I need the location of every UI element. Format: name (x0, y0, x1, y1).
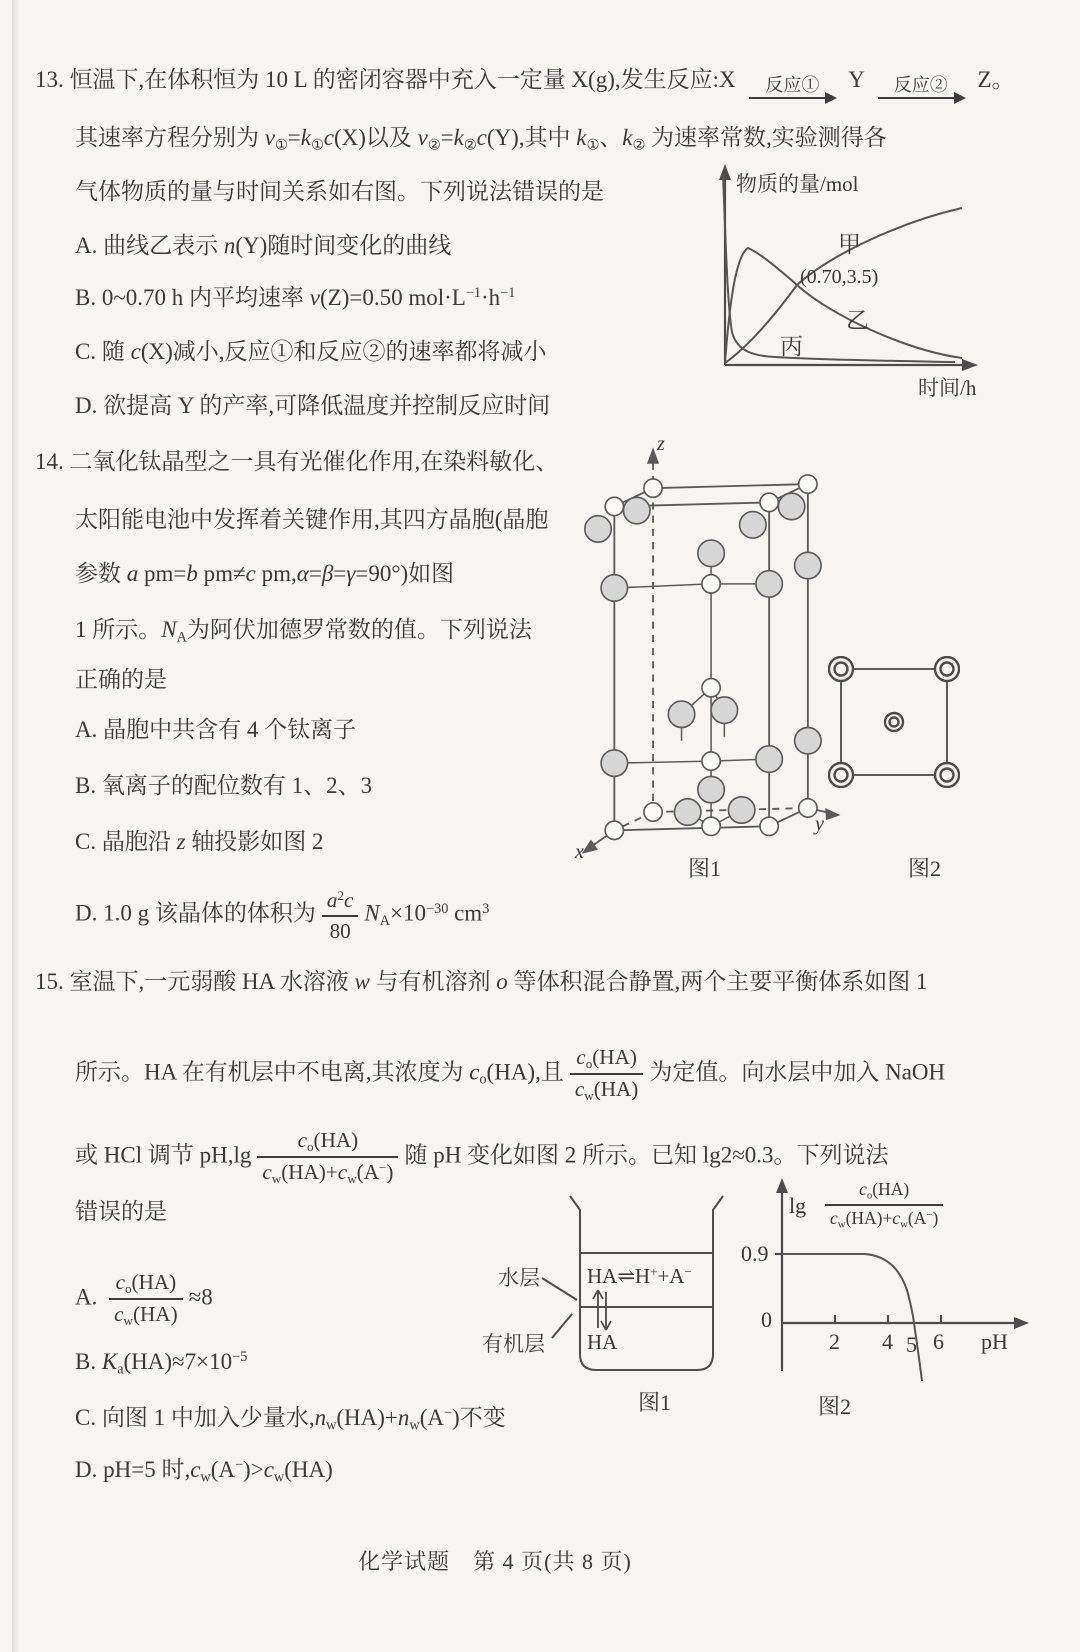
z-axis-label: z (657, 433, 665, 455)
q13-graph-xlabel: 时间/h (918, 376, 977, 400)
ph-graph-ylabel-fraction: $\frac{c_o(HA)}{c_w(HA)+c_w(A^-)}$ (819, 1179, 949, 1230)
organic-layer-label: 有机层 (482, 1332, 545, 1356)
q13-stem-line2: 其速率方程分别为 $v_①=k_①c(X)$以及 $v_②=k_②c(Y)$,其中 $k_①$、$k_②$ 为速率常数,实验测得各 (75, 125, 887, 154)
ph-tick-2: 2 (829, 1329, 840, 1354)
q13-stem-text: 恒温下,在体积恒为 10 L 的密闭容器中充入一定量 X(g),发生反应:X (69, 67, 736, 92)
q13-option-d: D. 欲提高 Y 的产率,可降低温度并控制反应时间 (75, 393, 551, 418)
q13-option-b: B. 0~0.70 h 内平均速率 v(Z)=0.50 $mol\cdot L^{-1}\cdot h^{-1}$ (75, 285, 516, 310)
q13-option-a: A. 曲线乙表示 n(Y)随时间变化的曲线 (75, 233, 452, 258)
reaction-1-label: 反应① (765, 75, 820, 95)
q14-fig1-caption: 图1 (688, 856, 722, 881)
q14-fig2-caption: 图2 (908, 856, 942, 881)
q13-curve-label-jia: 甲 (838, 232, 861, 257)
q14-stem-line5: 正确的是 (75, 667, 167, 692)
ph-tick-6: 6 (933, 1329, 944, 1354)
water-layer-equilibrium: HA⇌H++A− (587, 1264, 692, 1289)
water-layer-label: 水层 (498, 1266, 540, 1290)
reaction-2-label: 反应② (893, 75, 948, 95)
q15-ph-graph (735, 1175, 1045, 1405)
q15-option-d: D. pH=5 时$,c_w(A^-)>c_w(HA)$ (75, 1457, 333, 1486)
q13-species-Y: Y (848, 67, 865, 92)
q14-stem-line3: 参数 a pm=b pm≠c pm,α=β=γ=90°)如图 (75, 561, 455, 586)
ph-tick-5: 5 (906, 1332, 917, 1357)
right-arrow-icon (1014, 1317, 1029, 1329)
q14-option-d: D. 1.0 g 该晶体的体积为 $\frac{a^2c}{80}$ $N_A\times 10^{-30}$ $cm^3$ (75, 888, 490, 943)
q15-stem-line4: 错误的是 (75, 1199, 167, 1224)
q15-number: 15. (35, 969, 64, 994)
q15-fig2-caption: 图2 (818, 1394, 852, 1419)
q14-stem-text: 二氧化钛晶型之一具有光催化作用,在染料敏化、 (69, 449, 559, 474)
up-arrow-icon (776, 1178, 788, 1193)
y-axis-label: y (815, 813, 824, 835)
q14-option-c: C. 晶胞沿 z 轴投影如图 2 (75, 829, 324, 854)
ph-graph-lg: lg (789, 1193, 807, 1218)
q14-number: 14. (35, 449, 64, 474)
q13-graph-ylabel: 物质的量/mol (736, 172, 859, 196)
q14-option-b: B. 氧离子的配位数有 1、2、3 (75, 773, 373, 798)
q15-stem-text: 室温下,一元弱酸 HA 水溶液 w 与有机溶剂 o 等体积混合静置,两个主要平衡体系如图 1 (69, 969, 928, 994)
q14-stem-line4: 1 所示。$N_A$为阿伏加德罗常数的值。下列说法 (75, 617, 532, 646)
q14-option-a: A. 晶胞中共含有 4 个钛离子 (75, 717, 357, 742)
organic-layer-species: HA (587, 1330, 618, 1354)
q13-stem-line3: 气体物质的量与时间关系如右图。下列说法错误的是 (75, 179, 604, 204)
q13-curve-label-bing: 丙 (780, 334, 803, 359)
q13-curve-label-yi: 乙 (846, 308, 869, 333)
x-axis-label: x (575, 841, 584, 863)
q15-option-a: A. $\frac{c_o(HA)}{c_w(HA)}$ ≈8 (75, 1270, 213, 1328)
q15-option-c: C. 向图 1 中加入少量水$,n_w(HA)+n_w(A^-)$不变 (75, 1405, 506, 1434)
ph-graph-y0: 0 (761, 1307, 772, 1332)
page-footer: 化学试题 第 4 页(共 8 页) (358, 1549, 632, 1574)
ph-curve (782, 1254, 922, 1381)
q15-fig1-caption: 图1 (638, 1390, 672, 1415)
q13-species-Z: Z。 (977, 67, 1015, 92)
ph-xlabel: pH (981, 1329, 1008, 1354)
q15-beaker-figure (480, 1190, 770, 1400)
q15-stem-line2: 所示。HA 在有机层中不电离,其浓度为 $c_o(HA)$,且 $\frac{c_o(HA)}{c_w(HA)}$ 为定值。向水层中加入 NaOH (75, 1045, 946, 1103)
q14-stem-line2: 太阳能电池中发挥着关键作用,其四方晶胞(晶胞 (75, 507, 549, 532)
q13-number: 13. (35, 67, 64, 92)
ph-graph-y09: 0.9 (741, 1241, 769, 1266)
q15-option-b: B. $K_a(HA)\approx 7\times 10^{-5}$ (75, 1349, 248, 1378)
q15-stem-line3: 或 HCl 调节 pH,lg $\frac{c_o(HA)}{c_w(HA)+c_w(A^-)}$ 随 pH 变化如图 2 所示。已知 lg2≈0.3。下列说法 (75, 1128, 889, 1187)
q13-point-annotation: (0.70,3.5) (800, 266, 879, 288)
ph-tick-4: 4 (882, 1329, 893, 1354)
q13-option-c: C. 随 c(X)减小,反应①和反应②的速率都将减小 (75, 339, 547, 364)
q15-stem-line1 (35, 968, 928, 997)
